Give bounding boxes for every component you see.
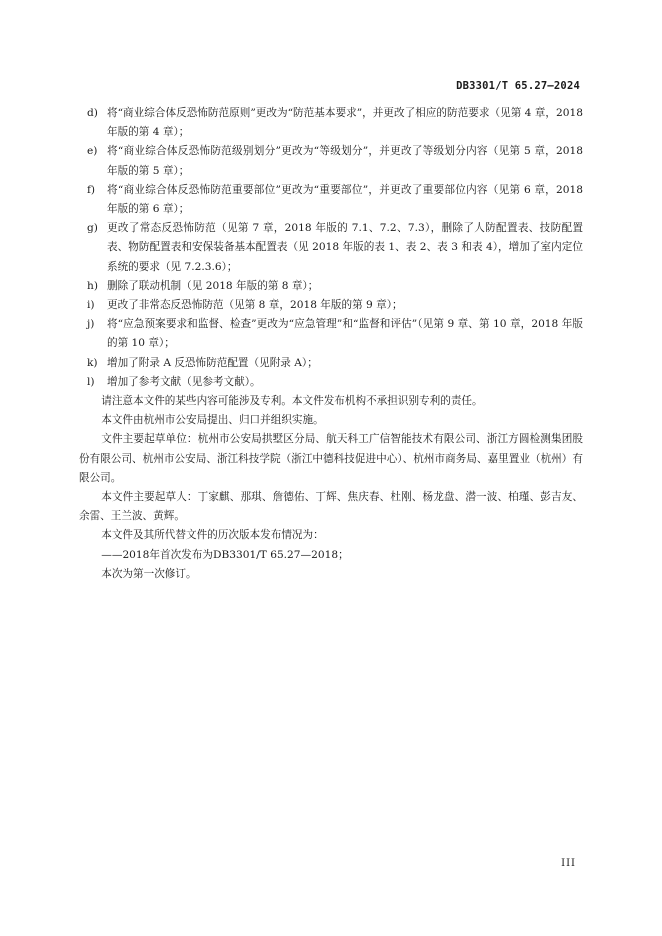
drafting-units-paragraph: 文件主要起草单位：杭州市公安局拱墅区分局、航天科工广信智能技术有限公司、浙江方圆检测集团股份有限公司、杭州市公安局、浙江科技学院（浙江中德科技促进中心）、杭州市商务局、嘉里置业（杭州）有限公司。 — [79, 433, 583, 484]
revision-note-paragraph: 本次为第一次修订。 — [101, 567, 197, 580]
document-body — [79, 104, 583, 584]
list-item-l — [87, 373, 583, 392]
list-item-text: 更改了常态反恐怖防范（见第 7 章，2018 年版的 7.1、7.2、7.3），删除了人防配置表、技防配置表、物防配置表和安保装备基本配置表（见 2018 年版的表 1、表 2、表 3 和表 4），增加了室内定位系统的要求（见 7.2.3.6）； — [107, 222, 583, 273]
list-marker: l) — [87, 375, 95, 388]
list-item-text: 将“商业综合体反恐怖防范原则”更改为“防范基本要求”，并更改了相应的防范要求（见第 4 章，2018 年版的第 4 章）； — [107, 107, 583, 139]
list-marker: f) — [87, 183, 96, 196]
list-item-f — [87, 181, 583, 219]
list-item-text: 将“应急预案要求和监督、检查”更改为“应急管理”和“监督和评估”（见第 9 章、第 10 章，2018 年版的第 10 章）； — [107, 318, 583, 350]
list-marker: i) — [87, 299, 95, 312]
list-item-text: 增加了附录 A 反恐怖防范配置（见附录 A）； — [107, 356, 318, 369]
list-marker: e) — [87, 145, 98, 158]
page-number: III — [561, 858, 576, 869]
list-item-text: 将“商业综合体反恐怖防范重要部位”更改为“重要部位”，并更改了重要部位内容（见第 6 章，2018 年版的第 6 章）； — [107, 183, 583, 216]
list-marker: j) — [87, 318, 95, 331]
patent-notice-paragraph: 请注意本文件的某些内容可能涉及专利。本文件发布机构不承担识别专利的责任。 — [101, 395, 483, 408]
drafters-paragraph: 本文件主要起草人：丁家麒、那琪、詹德佑、丁辉、焦庆春、杜刚、杨龙盘、潜一波、柏瑾、彭吉友、余雷、王兰波、黄辉。 — [79, 491, 583, 523]
list-item-i — [87, 296, 583, 315]
list-item-k — [87, 354, 583, 373]
list-item-text: 删除了联动机制（见 2018 年版的第 8 章）； — [107, 279, 319, 292]
list-item-text: 增加了参考文献（见参考文献）。 — [107, 375, 261, 388]
list-item-text: 将“商业综合体反恐怖防范级别划分”更改为“等级划分”，并更改了等级划分内容（见第 5 章，2018 年版的第 5 章）； — [107, 145, 583, 177]
history-item: ——2018年首次发布为DB3301/T 65.27—2018； — [101, 548, 349, 561]
list-item-j — [87, 315, 583, 353]
list-item-g — [87, 219, 583, 277]
list-marker: h) — [87, 279, 98, 292]
history-intro-paragraph: 本文件及其所代替文件的历次版本发布情况为： — [101, 529, 324, 542]
list-marker: d) — [87, 107, 98, 119]
list-item-e — [87, 142, 583, 180]
document-code: DB3301/T 65.27—2024 — [456, 80, 580, 92]
list-item-text: 更改了非常态反恐怖防范（见第 8 章，2018 年版的第 9 章）； — [107, 299, 403, 312]
list-item-d — [87, 104, 583, 142]
list-marker: k) — [87, 356, 98, 369]
proposer-paragraph: 本文件由杭州市公安局提出、归口并组织实施。 — [101, 414, 324, 427]
list-item-h — [87, 277, 583, 296]
list-marker: g) — [87, 222, 98, 235]
